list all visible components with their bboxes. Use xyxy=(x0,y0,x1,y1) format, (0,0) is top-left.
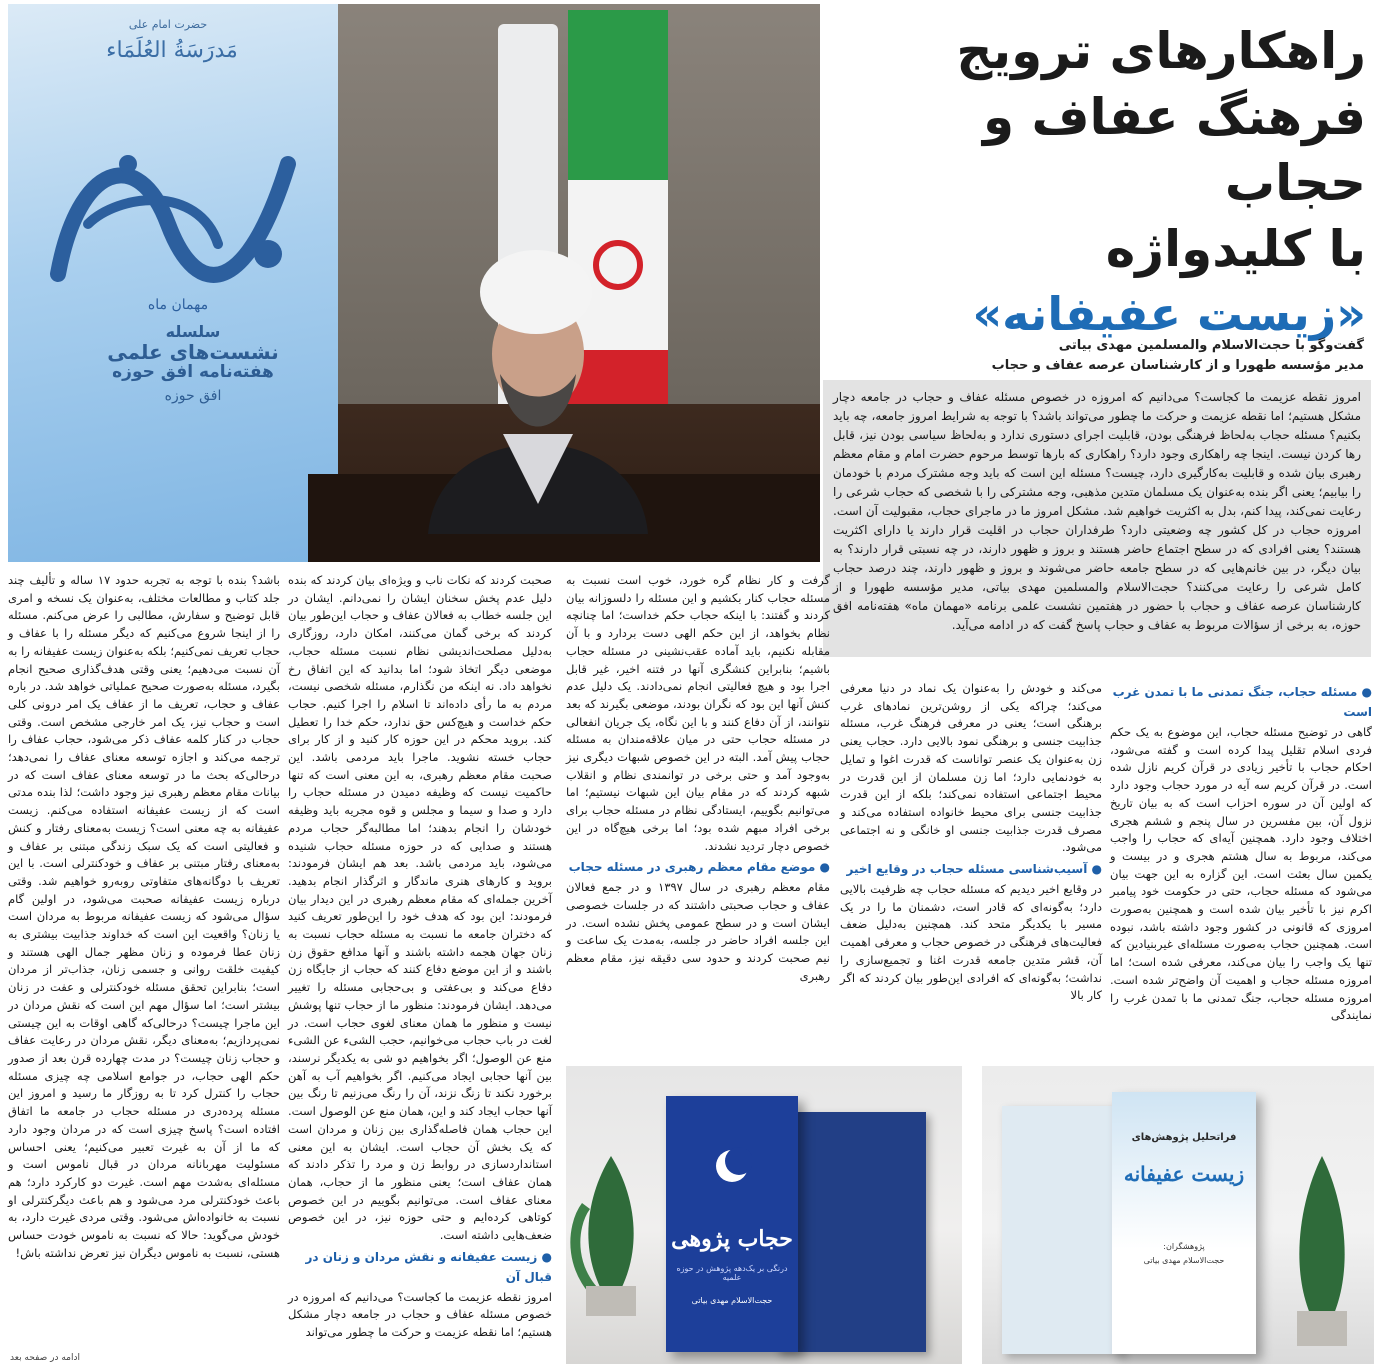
banner-calligraphy-graphic xyxy=(18,104,328,314)
column-d xyxy=(840,680,1102,1005)
bullet-icon: ● xyxy=(1087,862,1102,877)
book1-author: حجت‌الاسلام مهدی بیاتی xyxy=(691,1296,773,1305)
bullet-icon: ● xyxy=(815,860,830,875)
book1-title: حجاب پژوهی xyxy=(671,1226,793,1252)
book2-front-cover xyxy=(1112,1092,1256,1354)
column-d-text-after: در وقایع اخیر دیدیم که مسئله حجاب چه ظرفیت بالایی دارد؛ به‌گونه‌ای که قادر است، دشمنان ما را در یک مسیر با یکدیگر متحد کند. همچنین به‌دلیل ضعف فعالیت‌های فرهنگی در خصوص حجاب و معرفی اهمیت آن، قشر متدین جامعه قدرت اغنا و تجمیع‌سازی را نداشت؛ به‌گونه‌ای که افرادی این‌طور بیان کردند که اگر کار بالا xyxy=(840,882,1102,1003)
column-a xyxy=(8,572,280,1262)
column-b-text-after: امروز نقطه عزیمت ما کجاست؟ می‌دانیم که امروزه در خصوص مسئله عفاف و حجاب در جامعه دچار مشکل هستیم؛ اما نقطه عزیمت و حرکت ما چطور می‌تواند xyxy=(288,1289,552,1340)
bullet-icon: ● xyxy=(1357,685,1372,699)
crescent-moon-icon xyxy=(712,1146,752,1186)
banner-calligraphy-label: مهمان ماه xyxy=(147,297,209,313)
column-a-text: باشد؟ بنده با توجه به تجربه حدود ۱۷ ساله و تألیف چند جلد کتاب و مطالعات مختلف، به‌عنوان یک نسخه و امری قابل توضیح و سفارش، مطالبی را عرض می‌کنم. مسئله را از اینجا شروع می‌کنیم که دیگر مسئله را با عفاف و حجاب تعریف نمی‌کنیم؛ بلکه به‌عنوان زیست عفیفانه را به آن نسبت می‌دهیم؛ یعنی وقتی هدف‌گذاری صحیح انجام بگیرد، مسئله به‌صورت صحیح عملیاتی خواهد شد. در باره عفاف و حجاب، تعریف ما از عفاف یک امر درونی کلی است و حجاب نیز، یک امر خارجی مشخص است. وقتی حجاب در کنار کلمه عفاف ذکر می‌شود، حجاب عفاف را ترجمه می‌کند و اجازه توسعه معنای عفاف را نمی‌دهد؛ درحالی‌که بحث ما در توسعه معنای عفاف است که در بیانات مقام معظم رهبری نیز وجود داشت؛ لذا بنده مدتی است که از زیست عفیفانه استفاده می‌کنم. زیست عفیفانه به چه معنی است؟ زیست به‌معنای رفتار و کنش و فعالیتی است که یک سبک زندگی مبتنی بر عفاف و به‌معنای رفتار مبتنی بر عفاف و خودکنترلی است. با این تعریف با دوگانه‌های متفاوتی روبه‌رو خواهیم شد. وقتی درباره زیست عفیفانه صحبت می‌شود، در اولین گام سؤال می‌شود که زیست عفیفانه مربوط به مردان است یا زنان؟ واقعیت این است که خداوند جذابیت بیشتری به زنان عطا فرموده و زنان مظهر جمال الهی هستند و کیفیت خلقت روانی و جسمی زنان، جذاب‌تر از مردان است؛ بنابراین تحقق مسئله خودکنترلی و عفت در زنان بیشتر است؛ اما سؤال مهم این است که نقش مردان در این ماجرا چیست؟ درحالی‌که گاهی اوقات به این چیستی نمی‌پردازیم؛ به‌معنای دیگر، نقش مردان در رعایت عفاف و حجاب زنان چیست؟ در مدت چهارده قرن بعد از صدور حکم الهی حجاب، در جوامع اسلامی چه چیزی مسئله حجاب را کنترل کرد تا به روزگار ما رسید و امروز این مسئله پرده‌دری در مسئله حجاب در جامعه ما اتفاق افتاده است؟ پاسخ چیزی است که در مردان وجود دارد که ما از آن به غیرت تعبیر می‌کنیم؛ یعنی احساس مسئولیت مهربانانه مردان در قبال ناموس است و مسئله‌ای به‌شدت مهم است. غیرت دو کارکرد دارد؛ هم باعث خودکنترلی مرد می‌شود و هم باعث دیگرکنترلی او نسبت به خانواده‌اش می‌شود. وقتی مردی غیرت دارد، به خودش می‌گوید: حالا که نسبت به ناموس خودت حساس هستی، نسبت به ناموس دیگران نیز تعرض نداشته باش! xyxy=(8,573,280,1260)
bullet-icon: ● xyxy=(537,1249,552,1264)
interview-line-1: گفت‌وگو با حجت‌الاسلام والمسلمین مهدی بیاتی xyxy=(1058,338,1364,353)
book2-author: حجت‌الاسلام مهدی بیاتی xyxy=(1143,1256,1225,1265)
intro-text: امروز نقطه عزیمت ما کجاست؟ می‌دانیم که امروزه در خصوص مسئله عفاف و حجاب در جامعه دچار مشکل هستیم؛ اما نقطه عزیمت و حرکت ما چطور می‌تواند باشد؟ با توجه به شرایط امروز جامعه، چه باید بکنیم؟ مسئله حجاب به‌لحاظ فرهنگی بودن، قابلیت اجرای دستوری ندارد و به‌لحاظ سیاسی بودن نیز، قابل رها کردن نیست. اینجا چه راهکاری وجود دارد؟ راهکاری که بارها توسط مرحوم حضرت امام و مقام معظم رهبری بیان شده و قابلیت به‌کارگیری دارد، چیست؟ مسئله این است که باید وجه مشترک مردم با خودمان را بیابیم؛ یعنی اگر بنده به‌عنوان یک مسلمان متدین مذهبی، وجه مشترکی را با شخصی که حجاب شرعی را رعایت نمی‌کند، پیدا کنم، بدل به اکثریت خواهیم شد. مشکل امروز ما در ماجرای حجاب، مقبولیت آن است. امروزه حجاب در کل کشور چه وضعیتی دارد؟ طرفداران حجاب در اقلیت قرار دارند یا دارای اکثریت هستند؟ یعنی افرادی که در سطح اجتماع حاضر هستند و بروز و ظهور دارند، در چه نسبتی قرار دارند؟ به بیان دیگر، در بین خانم‌هایی که در سطح جامعه حاضر می‌شوند و بروز و ظهور دارند، چند درصد حجاب کامل شرعی را رعایت می‌کنند؟ حجت‌الاسلام والمسلمین مهدی بیاتی، مدیر مؤسسه طهورا و از کارشناسان عرصه عفاف و حجاب با حضور در هفتمین نشست علمی برنامه «مهمان ماه» هفته‌نامه افق حوزه، به برخی از سؤالات مربوط به عفاف و حجاب پاسخ گفت که در ادامه می‌آید. xyxy=(833,390,1361,632)
subheading-gender-roles-label: زیست عفیفانه و نقش مردان و زنان در قبال آن xyxy=(305,1249,552,1284)
book2-back-cover xyxy=(1002,1106,1122,1354)
banner-logo-text: افق حوزه xyxy=(164,388,222,404)
interview-line-2: مدیر مؤسسه طهورا و از کارشناسان عرصه عفاف و حجاب xyxy=(991,358,1364,373)
book2-author-label: پژوهشگران: xyxy=(1163,1242,1205,1251)
subheading-leader-position xyxy=(566,857,830,877)
subheading-civilizational-war xyxy=(1110,682,1372,722)
banner-series-line1: سلسله xyxy=(165,322,221,341)
subheading-pathology-label: آسیب‌شناسی مسئله حجاب در وقایع اخیر xyxy=(846,862,1088,877)
banner-series-line2: نشست‌های علمی xyxy=(107,340,279,364)
book-photo-hijab-research xyxy=(566,1066,962,1364)
column-b xyxy=(288,572,552,1342)
speaker-figure xyxy=(408,204,668,534)
banner-top-text: حضرت امام علی xyxy=(128,18,208,31)
banner-arabic-text: مَدرَسَةُ العُلَمَاء xyxy=(106,38,238,63)
book2-header: فراتحلیل پژوهش‌های xyxy=(1131,1132,1237,1143)
continue-note: ادامه در صفحه بعد xyxy=(10,1353,80,1363)
column-c xyxy=(566,572,830,985)
column-c-text: گرفت و کار نظام گره خورد، خوب است نسبت به مسئله حجاب کنار بکشیم و این مسئله را دلسوزانه بیان کردند و گفتند: با اینکه حجاب حکم خداست؛ اما چنانچه نظام بخواهد، از این حکم الهی دست بردارد و با آن مقابله نکنیم، باید آماده عقب‌نشینی در مسئله حجاب باشیم؛ بنابراین کنشگری آنها در فتنه اخیر، غیر قابل اجرا بود و هیچ فعالیتی انجام نمی‌دادند. یک دلیل عدم کنش آنها این بود که نگران بودند، موضعی بگیرند که بعد نتوانند، از آن دفاع کنند و با این نگاه، یک جریان انفعالی در مسئله حجاب حتی در میان علاقه‌مندان به مسئله حجاب پیش آمد. البته در این خصوص شبهات دیگری نیز به‌وجود آمد و حتی برخی در توانمندی نظام و انقلاب شبهه کردند که در مقام بیان این شبهات نیستیم؛ اما می‌توانیم بگوییم، ایستادگی نظام در مسئله حجاب برای برخی افراد مبهم شده بود؛ اما برخی هیچ‌گاه در این خصوص دچار تردید نشدند. xyxy=(566,573,830,853)
book-photo-chaste-living xyxy=(982,1066,1374,1364)
book1-subtitle: درنگی بر یک‌دهه پژوهش در حوزه علمیه xyxy=(676,1264,788,1282)
column-c-text-after: مقام معظم رهبری در سال ۱۳۹۷ و در جمع فعالان عفاف و حجاب صحبتی داشتند که در جلسات خصوصی ایشان است و در سطح عمومی پخش نشده است. در این جلسه افراد حاضر در جلسه، به‌مدت یک ساعت و نیم صحبت کردند و حدود سی دقیقه نیز، مقام معظم رهبری xyxy=(566,880,830,983)
column-b-text: صحبت کردند که نکات ناب و ویژه‌ای بیان کردند که بنده دلیل عدم پخش سخنان ایشان را نمی‌دانم. ایشان در این جلسه خطاب به فعالان عفاف و حجاب این‌طور بیان کردند که برخی گمان می‌کنند، امکان دارد، روزگاری به‌دلیل مصلحت‌اندیشی نظام نسبت مسئله حجاب، موضعی دیگر اتخاذ شود؛ اما بدانید که این اتفاق رخ نخواهد داد. نه اینکه من نگذارم، مسئله شخصی نیست، مردم به ما رأی داده‌اند تا اسلام را اجرا کنیم. حجاب حکم خداست و هیچ‌کس حق ندارد، حکم خدا را تعطیل کند. بروید محکم در این حوزه کار کنید و از کار برای حجاب خسته نشوید. ماجرا باید مردمی باشد. این صحبت مقام معظم رهبری، به این معنی است که تنها حاکمیت نیست که وظیفه دمیدن در مسئله حجاب را دارد و صدا و سیما و مجلس و قوه مجریه باید وظیفه خودشان را انجام بدهند؛ اما مطالبه‌گر حجاب مردم هستند و صدایی که در حوزه مسئله حجاب شنیده می‌شود، باید مردمی باشد. بعد هم ایشان فرمودند: بروید و کارهای هنری ماندگار و اثرگذار انجام بدهید. آخرین جمله‌ای که مقام معظم رهبری در این دیدار بیان فرمودند: این بود که هدف خود را این‌طور تعریف کنید که دختران جامعه ما نسبت به مسئله حجاب نسبت به زنان جهان هجمه داشته باشند و آنها مدافع حقوق زن باشند و از این موضع دفاع کنند که حجاب از جایگاه زن دفاع می‌کند و بی‌عفتی و بی‌حجابی مسئله را تغییر می‌دهد. ایشان فرمودند: منظور ما از حجاب تنها پوشش نیست و منظور ما همان معنای لغوی حجاب است. در لغت در باب حجاب می‌خوانیم، حجب الشیء عن الشیء منع عن الوصول؛ اگر بخواهیم دو شی به یکدیگر نرسند، بین آنها حجابی ایجاد می‌کنیم. اگر بخواهیم آب به آهن برخورد نکند تا زنگ نزند، آن را رنگ می‌زنیم تا رنگ بین آنها حجاب ایجاد کند و این، همان منع عن الوصول است. این حجاب همان فاصله‌گذاری بین زنان و مردان است که یک بخش آن حجاب است. ایشان به این معنی استانداردسازی در روابط زن و مرد را تذکر دادند که همان عفاف است؛ یعنی منظور ما از حجاب، همان معنای عفاف است. می‌توانیم بگوییم در این خصوص کوتاهی کرده‌ایم و حتی حوزه نیز، در این خصوص ضعف‌هایی داشته است. xyxy=(288,573,552,1243)
article-photo xyxy=(8,4,820,562)
event-banner xyxy=(8,4,338,562)
intro-box xyxy=(823,380,1371,657)
banner-series-block xyxy=(68,322,318,406)
subheading-pathology xyxy=(840,859,1102,879)
book-back-cover xyxy=(776,1112,926,1352)
article-title-block xyxy=(826,18,1366,346)
title-line-1: راهکارهای ترویج xyxy=(956,22,1366,80)
plant-icon xyxy=(566,1136,656,1316)
column-d-text: می‌کند و خودش را به‌عنوان یک نماد در دنیا معرفی می‌کند؛ چراکه یکی از روشن‌ترین نمادهای غرب برهنگی است؛ یعنی در معرفی فرهنگ غرب، مسئله جذابیت جنسی و برهنگی نمود بالایی دارد. حجاب یعنی زن به‌عنوان یک عنصر تواناست که قدرت اغوا و تمایل به خودنمایی دارد؛ اما زن مسلمان از این قدرت در محیط اجتماعی استفاده نمی‌کند؛ بلکه از این قدرت جذابیت جنسی برای محیط خانواده استفاده می‌کند و مصرف قدرت جذابیت جنسی او خانگی و نه اجتماعی می‌شود. xyxy=(840,681,1102,855)
book2-title: زیست عفیفانه xyxy=(1123,1162,1245,1186)
interview-credit xyxy=(824,336,1364,376)
title-keyword: «زیست عفیفانه» xyxy=(972,287,1366,341)
title-line-3: با کلیدواژه xyxy=(1105,220,1366,278)
column-e-text: گاهی در توضیح مسئله حجاب، این موضوع به یک حکم فردی اسلام تقلیل پیدا کرده است و گفته می‌شود، احکام حجاب با تأخیر زیادی در قرآن کریم نازل شده است. در قرآن کریم سه آیه در مورد حجاب وجود دارد که اولین آن در سوره احزاب است که به بیان تاریخ نزول آن، بین مفسرین در سال پنجم و ششم هجری اختلاف وجود دارد. همچنین آیه‌ای که حجاب را واجب می‌کند، مربوط به سال هشتم هجری و در بیست و یکمین سال بعثت است. این گزاره به این جهت بیان می‌شود که مسئله حجاب، حتی در حکومت خود پیامبر اکرم نیز با تأخیر بیان شده است و همچنین به‌صورت امروزی که قانونی در کشور وجود داشته باشد، نبوده است. همچنین حجاب به‌صورت مسئله‌ای غیربنیادین که تنها یک واجب را بیان می‌کند، معرفی شده است؛ اما امروزه مسئله حجاب و اهمیت آن واضح‌تر شده است. امروزه مسئله حجاب، جنگ تمدنی ما با تمدن غرب را نمایندگی xyxy=(1110,725,1372,1023)
subheading-gender-roles xyxy=(288,1247,552,1287)
banner-series-line3: هفته‌نامه افق حوزه xyxy=(112,362,274,382)
subheading-leader-position-label: موضع مقام معظم رهبری در مسئله حجاب xyxy=(568,860,816,875)
title-line-2: فرهنگ عفاف و حجاب xyxy=(982,88,1366,212)
subheading-civilizational-war-label: مسئله حجاب، جنگ تمدنی ما با تمدن غرب است xyxy=(1112,685,1372,719)
plant-icon xyxy=(1282,1146,1362,1346)
column-e xyxy=(1110,680,1372,1025)
book-front-cover xyxy=(666,1096,798,1352)
